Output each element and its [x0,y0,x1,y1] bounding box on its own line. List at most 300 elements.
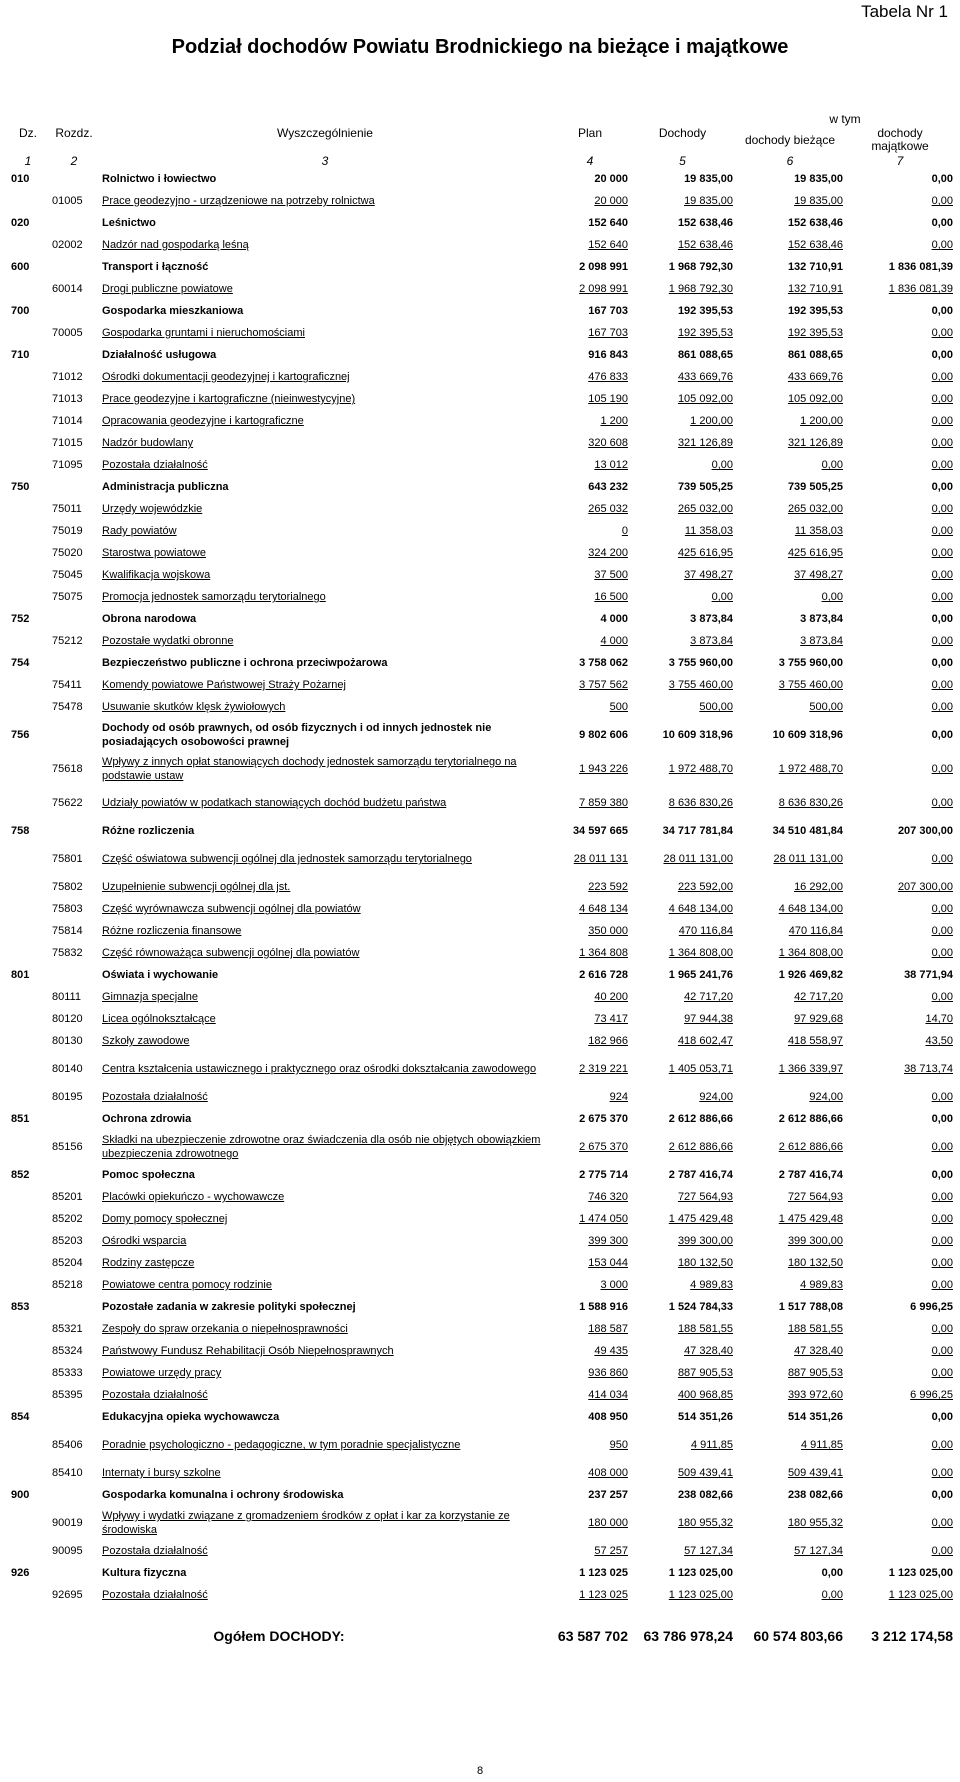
item-name-text: Rodziny zastępcze [102,1257,195,1269]
capital-income-value [845,256,955,278]
plan-value-text: 1 123 025 [579,1567,628,1579]
section-row [8,608,955,630]
current-income-value-text: 152 638,46 [787,239,843,251]
current-income-value-text: 8 636 830,26 [778,797,843,809]
income-value-text: 57 127,34 [684,1545,733,1557]
chapter-code [48,300,100,322]
capital-income-value [845,1318,955,1340]
section-code [8,1230,48,1252]
subsection-row [8,1428,955,1462]
header-w-tym: w tym [829,112,861,126]
plan-value [550,1562,630,1584]
item-name-text: Pozostała działalność [102,1389,208,1401]
current-income-value-text: 1 366 339,97 [778,1063,843,1075]
current-income-value-text: 2 612 886,66 [778,1113,843,1125]
plan-value-text: 223 592 [588,881,628,893]
capital-income-value [845,1406,955,1428]
chapter-code [48,608,100,630]
section-code [8,168,48,190]
total-plan: 63 587 702 [557,1628,628,1644]
item-name [100,542,550,564]
item-name [100,212,550,234]
chapter-code-text: 80140 [52,1063,83,1075]
section-code [8,278,48,300]
plan-value [550,1186,630,1208]
section-code [8,586,48,608]
plan-value [550,476,630,498]
plan-value-text: 324 200 [588,547,628,559]
chapter-code-text: 85204 [52,1257,83,1269]
current-income-value [735,1384,845,1406]
chapter-code-text: 71012 [52,371,83,383]
plan-value-text: 1 123 025 [579,1589,628,1601]
plan-value-text: 182 966 [588,1035,628,1047]
section-code [8,498,48,520]
income-value-text: 1 200,00 [690,415,733,427]
section-code [8,344,48,366]
plan-value [550,876,630,898]
chapter-code-text: 75011 [52,503,82,515]
current-income-value-text: 1 517 788,08 [778,1301,843,1313]
chapter-code [48,898,100,920]
section-code [8,1186,48,1208]
income-value [630,820,735,842]
section-code [8,1340,48,1362]
current-income-value-text: 739 505,25 [787,481,843,493]
capital-income-value-text: 0,00 [931,1467,953,1479]
total-biezace: 60 574 803,66 [753,1628,843,1644]
income-value-text: 400 968,85 [677,1389,733,1401]
col-num-5: 5 [679,154,686,168]
item-name [100,1406,550,1428]
section-code [8,1406,48,1428]
section-code [8,322,48,344]
capital-income-value [845,898,955,920]
chapter-code [48,1340,100,1362]
current-income-value-text: 1 364 808,00 [778,947,843,959]
item-name-text: Drogi publiczne powiatowe [102,283,233,295]
item-name-text: Pomoc społeczna [102,1169,195,1181]
item-name [100,1208,550,1230]
item-name-text: Nadzór budowlany [102,437,194,449]
item-name [100,498,550,520]
income-value [630,1318,735,1340]
chapter-code [48,1252,100,1274]
item-name [100,1562,550,1584]
chapter-code [48,1108,100,1130]
current-income-value [735,674,845,696]
plan-value-text: 40 200 [594,991,628,1003]
current-income-value [735,964,845,986]
current-income-value-text: 152 638,46 [787,217,843,229]
current-income-value [735,1086,845,1108]
current-income-value-text: 4 989,83 [800,1279,843,1291]
item-name-text: Działalność usługowa [102,349,217,361]
current-income-value-text: 0,00 [821,1567,843,1579]
current-income-value [735,1230,845,1252]
capital-income-value-text: 0,00 [931,503,953,515]
item-name [100,1086,550,1108]
subsection-row [8,1462,955,1484]
income-value [630,234,735,256]
subsection-row [8,876,955,898]
chapter-code-text: 90019 [52,1517,83,1529]
item-name [100,1274,550,1296]
current-income-value-text: 3 755 460,00 [778,679,843,691]
subsection-row [8,696,955,718]
income-value [630,1484,735,1506]
section-row [8,652,955,674]
item-name [100,842,550,876]
plan-value [550,630,630,652]
capital-income-value [845,1274,955,1296]
section-code [8,388,48,410]
plan-value-text: 0 [621,525,628,537]
section-code [8,964,48,986]
plan-value-text: 188 587 [588,1323,628,1335]
chapter-code-text: 75814 [52,925,83,937]
plan-value-text: 1 200 [600,415,628,427]
section-code [8,256,48,278]
current-income-value [735,410,845,432]
current-income-value [735,1318,845,1340]
item-name-text: Prace geodezyjne i kartograficzne (nieinwestycyjne) [102,393,356,405]
item-name [100,630,550,652]
item-name [100,652,550,674]
current-income-value-text: 924,00 [809,1091,843,1103]
plan-value-text: 1 588 916 [579,1301,628,1313]
capital-income-value-text: 0,00 [931,1345,953,1357]
capital-income-value-text: 0,00 [931,1279,953,1291]
chapter-code [48,1462,100,1484]
income-value-text: 2 612 886,66 [668,1141,733,1153]
item-name-text: Promocja jednostek samorządu terytorialnego [102,591,326,603]
plan-value-text: 320 608 [588,437,628,449]
plan-value-text: 180 000 [588,1517,628,1529]
income-value [630,1052,735,1086]
income-value-text: 1 405 053,71 [668,1063,733,1075]
item-name-text: Administracja publiczna [102,481,229,493]
item-name-text: Urzędy wojewódzkie [102,503,203,515]
item-name-text: Placówki opiekuńczo - wychowawcze [102,1191,285,1203]
item-name-text: Nadzór nad gospodarką leśną [102,239,249,251]
plan-value-text: 13 012 [594,459,628,471]
item-name [100,1296,550,1318]
item-name [100,718,550,752]
income-value [630,212,735,234]
subsection-row [8,1340,955,1362]
chapter-code [48,498,100,520]
current-income-value [735,190,845,212]
subsection-row [8,1208,955,1230]
item-name [100,388,550,410]
current-income-value [735,1186,845,1208]
current-income-value-text: 37 498,27 [794,569,843,581]
subsection-row [8,1274,955,1296]
plan-value [550,498,630,520]
plan-value-text: 28 011 131 [573,853,628,865]
capital-income-value [845,322,955,344]
income-value [630,190,735,212]
current-income-value [735,718,845,752]
capital-income-value-text: 0,00 [931,701,953,713]
plan-value-text: 2 098 991 [579,283,628,295]
section-code [8,696,48,718]
plan-value [550,410,630,432]
item-name [100,300,550,322]
income-value [630,1164,735,1186]
subsection-row [8,1008,955,1030]
income-table [8,112,955,1666]
page-title: Podział dochodów Powiatu Brodnickiego na bieżące i majątkowe [171,36,789,58]
chapter-code [48,476,100,498]
plan-value [550,454,630,476]
current-income-value [735,278,845,300]
capital-income-value [845,1428,955,1462]
income-value [630,1086,735,1108]
chapter-code [48,1428,100,1462]
income-value [630,674,735,696]
chapter-code [48,344,100,366]
item-name [100,1164,550,1186]
capital-income-value [845,388,955,410]
section-row [8,1164,955,1186]
plan-value-text: 936 860 [588,1367,628,1379]
subsection-row [8,1384,955,1406]
income-value [630,256,735,278]
section-code [8,1164,48,1186]
item-name-text: Gimnazja specjalne [102,991,198,1003]
chapter-code [48,1164,100,1186]
chapter-code [48,586,100,608]
current-income-value-text: 57 127,34 [794,1545,843,1557]
section-code [8,1540,48,1562]
income-value-text: 10 609 318,96 [662,729,733,741]
section-row [8,476,955,498]
chapter-code [48,964,100,986]
subsection-row [8,1362,955,1384]
chapter-code-text: 85156 [52,1141,83,1153]
capital-income-value-text: 0,00 [931,1439,953,1451]
subsection-row [8,1506,955,1540]
income-value [630,300,735,322]
income-value [630,986,735,1008]
capital-income-value-text: 0,00 [931,569,953,581]
plan-value-text: 500 [609,701,628,713]
current-income-value [735,1274,845,1296]
capital-income-value-text: 0,00 [931,853,953,865]
current-income-value [735,1428,845,1462]
item-name [100,820,550,842]
capital-income-value-text: 0,00 [931,1489,953,1501]
plan-value [550,1130,630,1164]
current-income-value-text: 0,00 [821,1589,843,1601]
current-income-value [735,476,845,498]
current-income-value [735,1130,845,1164]
capital-income-value [845,986,955,1008]
plan-value-text: 2 616 728 [579,969,628,981]
income-value [630,168,735,190]
item-name [100,1318,550,1340]
capital-income-value [845,498,955,520]
income-value-text: 1 123 025,00 [668,1589,733,1601]
plan-value [550,920,630,942]
capital-income-value-text: 0,00 [931,1141,953,1153]
chapter-code-text: 85321 [52,1323,83,1335]
plan-value-text: 414 034 [588,1389,628,1401]
section-code-text: 758 [11,825,30,837]
section-code [8,1384,48,1406]
current-income-value-text: 2 787 416,74 [778,1169,843,1181]
plan-value [550,718,630,752]
capital-income-value [845,1562,955,1584]
current-income-value [735,300,845,322]
chapter-code [48,234,100,256]
chapter-code [48,718,100,752]
current-income-value-text: 4 648 134,00 [778,903,843,915]
section-code [8,1318,48,1340]
item-name [100,964,550,986]
capital-income-value-text: 0,00 [931,1323,953,1335]
section-code-text: 700 [11,305,30,317]
income-value-text: 180 955,32 [677,1517,733,1529]
income-value-text: 3 755 460,00 [668,679,733,691]
plan-value [550,366,630,388]
item-name-text: Uzupełnienie subwencji ogólnej dla jst. [102,881,291,893]
chapter-code [48,1318,100,1340]
current-income-value [735,1540,845,1562]
current-income-value-text: 238 082,66 [787,1489,843,1501]
chapter-code-text: 75075 [52,591,83,603]
current-income-value-text: 0,00 [821,459,843,471]
chapter-code-text: 01005 [52,195,83,207]
item-name [100,1130,550,1164]
plan-value-text: 16 500 [594,591,628,603]
section-code-text: 854 [11,1411,30,1423]
capital-income-value-text: 0,00 [931,1411,953,1423]
subsection-row [8,1052,955,1086]
income-value [630,942,735,964]
plan-value [550,608,630,630]
income-value [630,1384,735,1406]
chapter-code [48,842,100,876]
table-body [8,168,955,1606]
subsection-row [8,1584,955,1606]
income-value-text: 470 116,84 [678,925,733,937]
capital-income-value [845,942,955,964]
section-code [8,410,48,432]
item-name-text: Ochrona zdrowia [102,1113,192,1125]
item-name [100,786,550,820]
capital-income-value [845,786,955,820]
plan-value-text: 7 859 380 [579,797,628,809]
capital-income-value-text: 6 996,25 [910,1389,953,1401]
chapter-code-text: 85410 [52,1467,83,1479]
chapter-code-text: 75212 [52,635,83,647]
capital-income-value [845,1108,955,1130]
current-income-value [735,366,845,388]
item-name [100,564,550,586]
current-income-value [735,520,845,542]
current-income-value [735,1340,845,1362]
current-income-value-text: 4 911,85 [800,1439,843,1451]
subsection-row [8,1086,955,1108]
capital-income-value [845,344,955,366]
income-value [630,652,735,674]
plan-value-text: 4 000 [600,613,628,625]
item-name [100,1506,550,1540]
chapter-code [48,1540,100,1562]
current-income-value [735,454,845,476]
plan-value-text: 399 300 [588,1235,628,1247]
current-income-value-text: 28 011 131,00 [773,853,843,865]
plan-value-text: 237 257 [588,1489,628,1501]
plan-value [550,674,630,696]
item-name-text: Gospodarka mieszkaniowa [102,305,244,317]
current-income-value [735,842,845,876]
chapter-code-text: 75803 [52,903,83,915]
plan-value-text: 746 320 [588,1191,628,1203]
capital-income-value-text: 0,00 [931,481,953,493]
income-value-text: 238 082,66 [677,1489,733,1501]
current-income-value [735,1208,845,1230]
subsection-row [8,542,955,564]
capital-income-value-text: 0,00 [931,925,953,937]
capital-income-value-text: 0,00 [931,349,953,361]
subsection-row [8,322,955,344]
current-income-value-text: 105 092,00 [787,393,843,405]
capital-income-value-text: 0,00 [931,729,953,741]
capital-income-value [845,1540,955,1562]
current-income-value-text: 188 581,55 [787,1323,843,1335]
capital-income-value-text: 0,00 [931,437,953,449]
subsection-row [8,674,955,696]
income-value [630,1362,735,1384]
chapter-code-text: 75802 [52,881,83,893]
chapter-code [48,1484,100,1506]
item-name [100,520,550,542]
section-code [8,1008,48,1030]
income-value [630,718,735,752]
section-row [8,1296,955,1318]
income-value [630,696,735,718]
item-name-text: Internaty i bursy szkolne [102,1467,221,1479]
current-income-value [735,786,845,820]
plan-value [550,1584,630,1606]
section-code [8,842,48,876]
income-value-text: 47 328,40 [684,1345,733,1357]
section-code [8,876,48,898]
current-income-value [735,256,845,278]
capital-income-value [845,1340,955,1362]
subsection-row [8,1030,955,1052]
capital-income-value-text: 0,00 [931,613,953,625]
section-code [8,820,48,842]
current-income-value [735,344,845,366]
plan-value [550,1484,630,1506]
capital-income-value-text: 0,00 [931,525,953,537]
total-label: Ogółem DOCHODY: [213,1628,345,1644]
section-code [8,1562,48,1584]
capital-income-value-text: 0,00 [931,393,953,405]
capital-income-value-text: 0,00 [931,1367,953,1379]
income-value-text: 433 669,76 [677,371,733,383]
chapter-code [48,820,100,842]
income-value [630,1130,735,1164]
item-name-text: Leśnictwo [102,217,156,229]
item-name-text: Starostwa powiatowe [102,547,206,559]
income-value-text: 152 638,46 [677,239,733,251]
